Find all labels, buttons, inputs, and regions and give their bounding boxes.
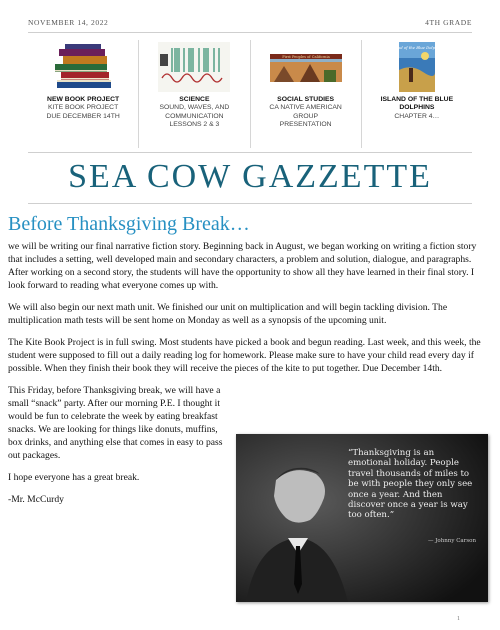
card-title: SCIENCE (179, 96, 210, 103)
quote-attribution: — Johnny Carson (427, 538, 476, 544)
native-american-banner-image (270, 42, 342, 92)
article-headline: Before Thanksgiving Break… (8, 213, 250, 235)
banner-title: First Peoples of California (281, 55, 330, 59)
page-number: 1 (457, 616, 460, 622)
top-divider (28, 32, 472, 33)
paragraph: We will also begin our next math unit. We finished our unit on multiplication and will begin tackling division. The multiplication math tests will be sent home on Monday as well as a synopsis of the upcoming unit. (8, 302, 448, 326)
masthead-top-divider (28, 152, 472, 153)
books-stack-image (47, 42, 119, 92)
card-line: PRESENTATION (279, 121, 332, 129)
signature: -Mr. McCurdy (8, 494, 64, 505)
card-social-studies (250, 40, 361, 148)
card-line: GROUP (293, 112, 319, 120)
paragraph: we will be writing our final narrative fiction story. Beginning back in August, we began working on writing a fiction story that includes a setting, well developed main and secondary characters, a problem and solution, dialogue, and paragraphs. After working on a second story, the students will have the opportunity to show all they have learned in their final story. I look forward to reading what everyone comes up with. (8, 241, 477, 291)
card-line: SOUND, WAVES, AND (159, 104, 230, 112)
card-title: NEW BOOK PROJECT (47, 96, 120, 103)
card-new-book-project (28, 40, 138, 148)
card-line: DOLPHINS (399, 104, 435, 112)
masthead-bottom-divider (28, 203, 472, 204)
issue-date: NOVEMBER 14, 2022 (28, 18, 109, 27)
card-line: CHAPTER 4… (394, 112, 440, 120)
paragraph: I hope everyone has a great break. (8, 472, 140, 483)
sound-wave-image (158, 42, 230, 92)
card-line: CA NATIVE AMERICAN (269, 104, 342, 112)
paragraph: This Friday, before Thanksgiving break, we will have a small “snack” party. After our morning P.E. I thought it would be fun to celebrate the week by eating breakfast snacks. We are looking for things like donuts, muffins, box drinks, and anything else that comes in easy to pass out packages. (8, 385, 223, 461)
newsletter-title: SEA COW GAZZETTE (68, 158, 432, 195)
feature-cards (28, 40, 472, 148)
card-science (138, 40, 249, 148)
header-bar (28, 18, 472, 27)
grade-label: 4TH GRADE (425, 18, 472, 27)
card-island-of-blue-dolphins (361, 40, 472, 148)
card-title: ISLAND OF THE BLUE (380, 96, 454, 103)
card-line: LESSONS 2 & 3 (169, 121, 220, 129)
card-line: KITE BOOK PROJECT (48, 104, 119, 112)
book-cover-image (381, 42, 453, 92)
paragraph: The Kite Book Project is in full swing. Most students have picked a book and begun reading. Last week, and this week, the student were supposed to fill out a daily reading log for homework. Please make sure to have your child read every day if possible. When they finish their book they will receive the pieces of the kite to put together. Due December 14th. (8, 337, 481, 374)
card-title: SOCIAL STUDIES (277, 96, 335, 103)
johnny-carson-quote-image (236, 434, 488, 602)
card-line: COMMUNICATION (165, 112, 224, 120)
book-cover-title: Island of the Blue Dolphins (390, 45, 444, 50)
card-line: DUE DECEMBER 14TH (46, 112, 120, 120)
quote-text: “Thanksgiving is an emotional holiday. People travel thousands of miles to be with people they only see once a year. And then discover once a year is way too often.” (348, 448, 473, 521)
